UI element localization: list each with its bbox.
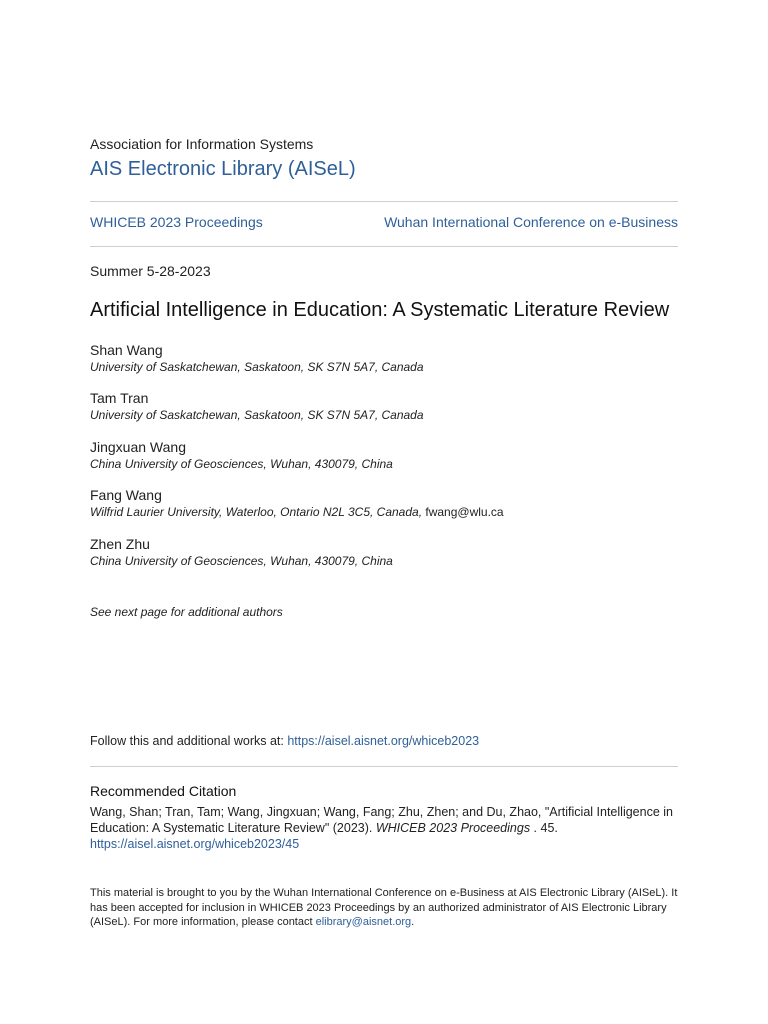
author-name: Jingxuan Wang <box>90 439 186 455</box>
divider-nav <box>90 246 678 247</box>
author-affiliation: China University of Geosciences, Wuhan, 430079, China <box>90 554 393 568</box>
divider-citation <box>90 766 678 767</box>
author-entry <box>90 439 678 472</box>
author-name: Shan Wang <box>90 342 163 358</box>
author-affiliation: Wilfrid Laurier University, Waterloo, Ontario N2L 3C5, Canada, fwang@wlu.ca <box>90 505 504 519</box>
follow-line <box>90 734 479 748</box>
footer-notice <box>90 886 678 930</box>
paper-title: Artificial Intelligence in Education: A Systematic Literature Review <box>90 299 670 321</box>
citation-heading: Recommended Citation <box>90 783 237 799</box>
library-link[interactable]: AIS Electronic Library (AISeL) <box>90 158 356 180</box>
collection-link[interactable]: https://aisel.aisnet.org/whiceb2023 <box>287 734 480 748</box>
author-name: Fang Wang <box>90 487 162 503</box>
organization-name: Association for Information Systems <box>90 136 314 152</box>
author-affiliation: University of Saskatchewan, Saskatoon, SK S7N 5A7, Canada <box>90 360 424 374</box>
author-entry <box>90 342 678 375</box>
author-entry <box>90 536 678 569</box>
contact-email-link[interactable]: elibrary@aisnet.org <box>315 916 412 928</box>
author-entry <box>90 390 678 423</box>
publication-date: Summer 5-28-2023 <box>90 263 211 279</box>
additional-authors-note: See next page for additional authors <box>90 605 283 619</box>
author-name: Zhen Zhu <box>90 536 150 552</box>
footer-text: This material is brought to you by the Wuhan International Conference on e-Business at AIS Electronic Library (AISeL). It has been accepted for inclusion in WHICEB 2023 Proceedings by an authorized administrator of AIS Electronic Library (AISeL). For more information, please contact <box>90 887 678 928</box>
author-affiliation: University of Saskatchewan, Saskatoon, SK S7N 5A7, Canada <box>90 408 424 422</box>
citation-text <box>90 804 678 852</box>
follow-prefix: Follow this and additional works at: <box>90 734 288 748</box>
divider-top <box>90 201 678 202</box>
citation-journal: WHICEB 2023 Proceedings <box>375 821 531 835</box>
author-email: fwang@wlu.ca <box>422 505 504 519</box>
author-affiliation: China University of Geosciences, Wuhan, 430079, China <box>90 457 393 471</box>
author-name: Tam Tran <box>90 390 149 406</box>
footer-end: . <box>411 916 415 928</box>
nav-links-row <box>90 214 678 230</box>
proceedings-link[interactable]: WHICEB 2023 Proceedings <box>90 214 263 230</box>
author-entry <box>90 487 678 520</box>
citation-authors-title: Wang, Shan; Tran, Tam; Wang, Jingxuan; Wang, Fang; Zhu, Zhen; and Du, Zhao, "Artificial Intelligence in Education: A Systematic Literature Review" (2023). <box>90 805 673 835</box>
conference-link[interactable]: Wuhan International Conference on e-Business <box>384 214 678 230</box>
citation-link[interactable]: https://aisel.aisnet.org/whiceb2023/45 <box>90 837 300 851</box>
citation-number: . 45. <box>530 821 558 835</box>
cover-page <box>90 0 678 1024</box>
